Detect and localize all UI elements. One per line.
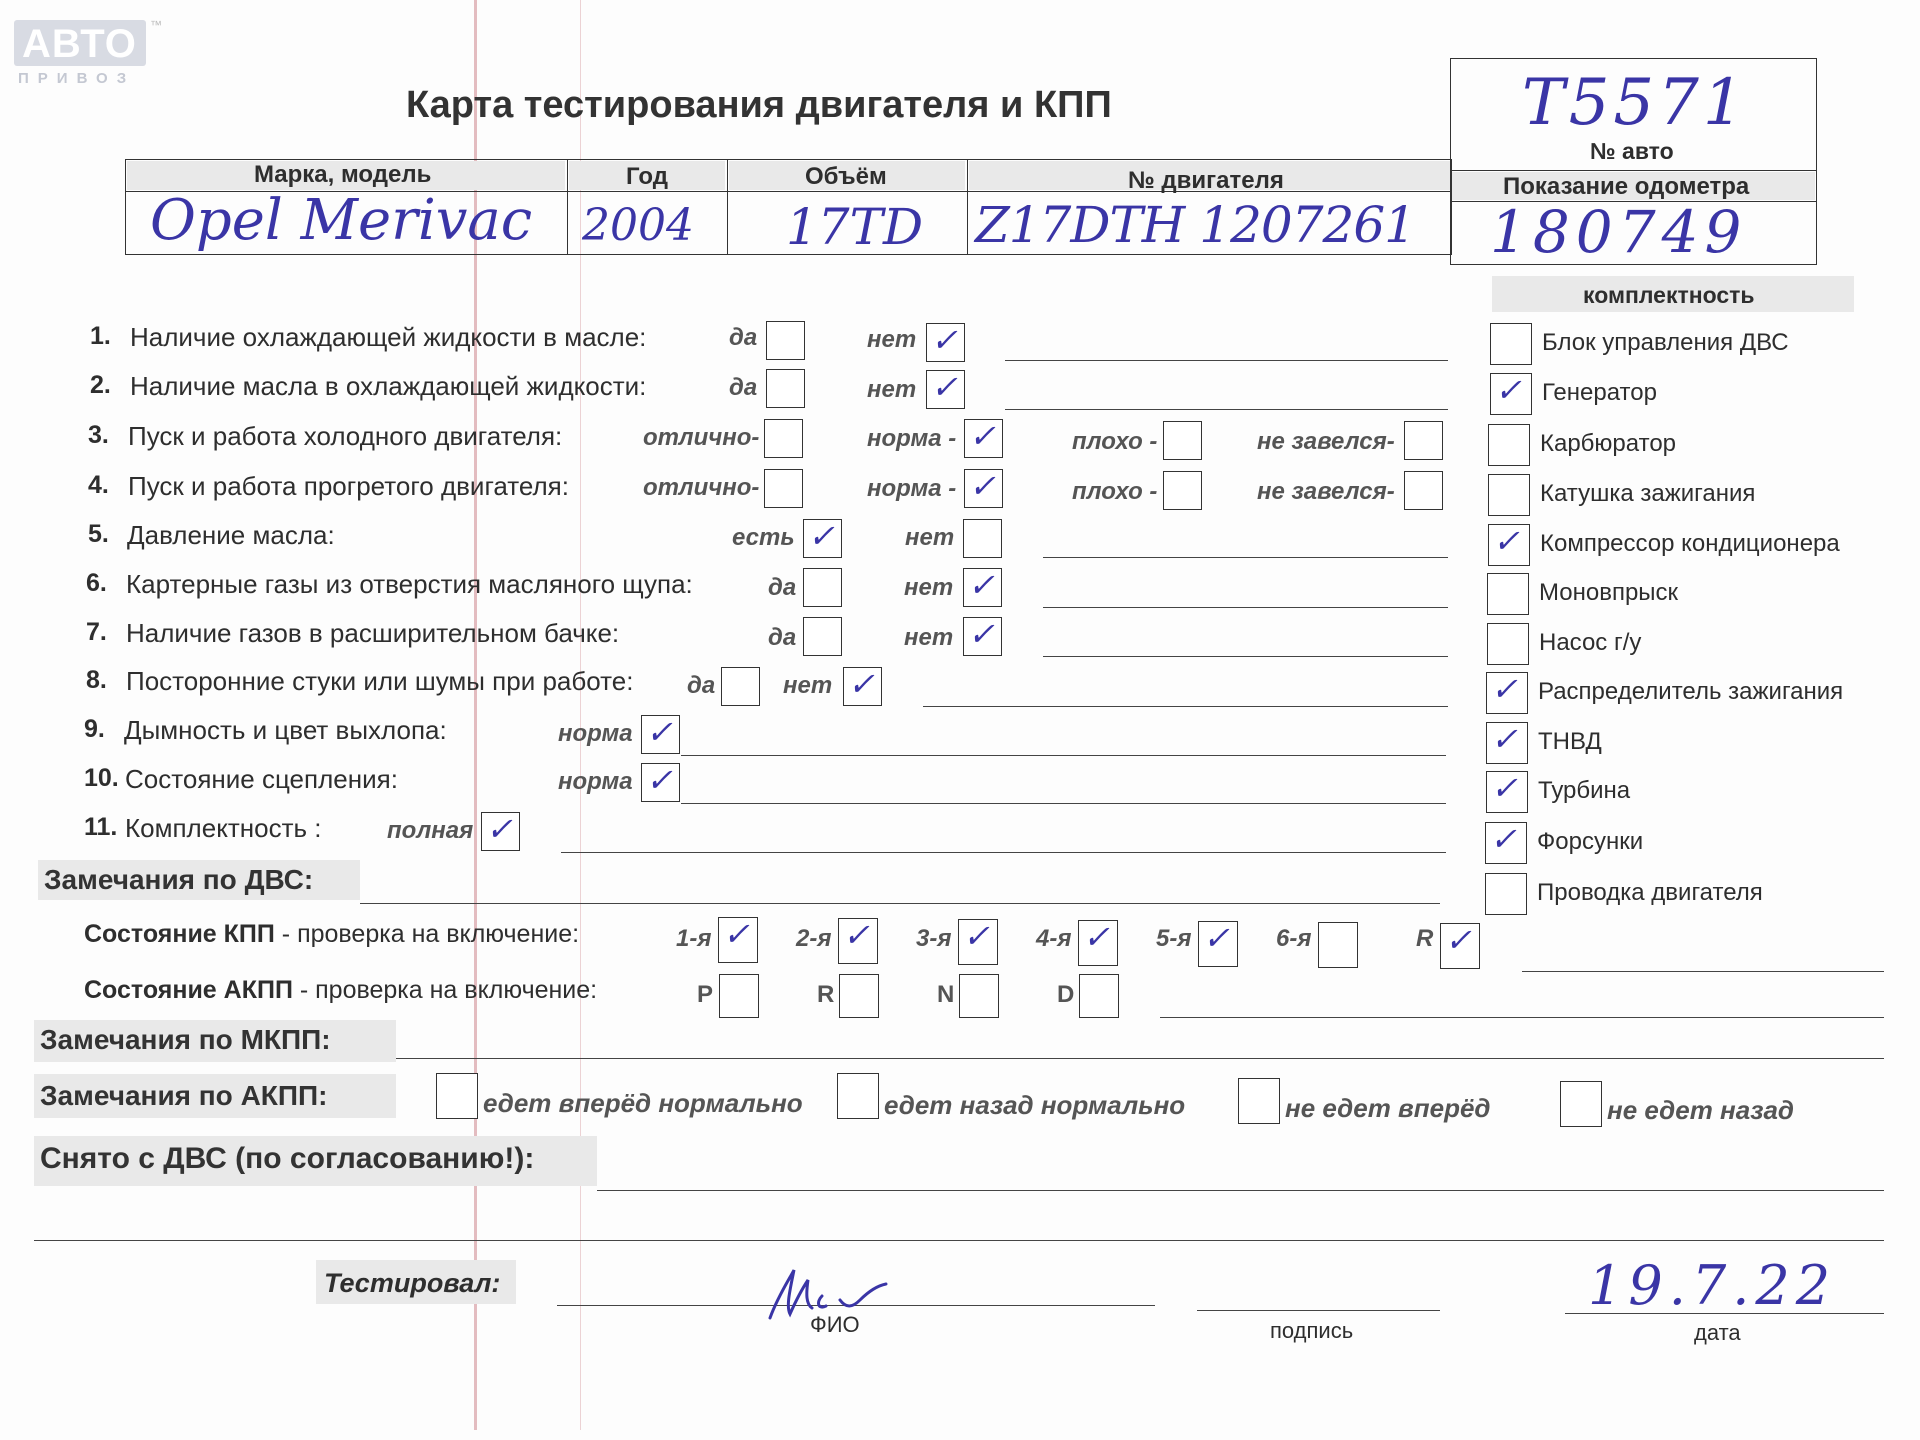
q6-text: Картерные газы из отверстия масляного щупа: [126, 569, 693, 599]
q6-line [1043, 607, 1448, 608]
q6-number: 6. [86, 569, 107, 597]
q3-bad-label: плохо - [1072, 428, 1158, 455]
signature-label: подпись [1270, 1318, 1354, 1343]
odometer-label: Показание одометра [1503, 173, 1750, 200]
q8-yes-label: да [687, 672, 716, 699]
q10-number: 10. [84, 764, 119, 792]
q5-present-label: есть [732, 524, 795, 551]
page-title: Карта тестирования двигателя и КПП [406, 84, 1112, 126]
check-mark: ✓ [1495, 371, 1522, 409]
logo-trademark: ™ [150, 18, 162, 32]
gear-checkbox-3[interactable] [1078, 920, 1118, 966]
engine-value: Z17DTH 1207261 [975, 196, 1415, 254]
q2-line [1005, 409, 1448, 410]
gear-checkbox-0[interactable] [718, 917, 758, 963]
tester-signature [760, 1256, 940, 1326]
auto-position-label-2: N [937, 981, 955, 1008]
col-make-header: Марка, модель [254, 161, 432, 188]
remarks-manual-label: Замечания по МКПП: [40, 1024, 331, 1055]
completeness-checkbox-1[interactable] [1490, 373, 1532, 415]
q11-number: 11. [84, 813, 118, 841]
completeness-item-label-4: Компрессор кондиционера [1540, 530, 1840, 557]
check-mark: ✓ [808, 517, 835, 555]
removed-label: Снято с ДВС (по согласованию!): [40, 1142, 535, 1175]
q1-number: 1. [90, 322, 111, 350]
q8-number: 8. [86, 666, 107, 694]
check-mark: ✓ [1445, 921, 1472, 959]
make-value: Opel Merivac [150, 188, 533, 253]
completeness-item-label-7: Распределитель зажигания [1538, 678, 1844, 705]
q1-yes-checkbox[interactable] [766, 321, 805, 360]
q2-no-checkbox[interactable] [926, 370, 965, 409]
q3-number: 3. [88, 421, 109, 449]
q7-text: Наличие газов в расширительном бачке: [126, 618, 620, 648]
year-value: 2004 [582, 200, 694, 251]
q6-yes-checkbox[interactable] [803, 568, 842, 607]
q10-line [681, 803, 1446, 804]
q6-no-label: нет [904, 574, 954, 601]
remarks-engine-label: Замечания по ДВС: [44, 864, 314, 895]
removed-line-1 [597, 1190, 1884, 1191]
completeness-item-label-3: Катушка зажигания [1540, 480, 1756, 507]
check-mark: ✓ [843, 916, 870, 954]
auto-gearbox-line [1160, 1017, 1884, 1018]
q5-line [1043, 557, 1448, 558]
gear-label-0: 1-я [676, 925, 712, 952]
q7-yes-label: да [768, 624, 797, 651]
completeness-checkbox-2[interactable] [1488, 424, 1530, 466]
q10-text: Состояние сцепления: [125, 764, 398, 794]
q11-full-checkbox[interactable] [481, 812, 520, 851]
q11-full-label: полная [387, 817, 474, 844]
check-mark: ✓ [931, 321, 958, 359]
gear-label-5: 6-я [1276, 925, 1312, 952]
signature-line [1197, 1310, 1440, 1311]
gear-label-3: 4-я [1036, 925, 1072, 952]
q1-yes-label: да [729, 324, 758, 351]
check-mark: ✓ [968, 566, 995, 604]
q3-bad-checkbox[interactable] [1163, 421, 1202, 460]
q3-normal-label: норма - [867, 425, 957, 452]
q9-line [681, 755, 1446, 756]
check-mark: ✓ [1491, 670, 1518, 708]
q8-no-checkbox[interactable] [843, 667, 882, 706]
auto-position-label-1: R [817, 981, 835, 1008]
q4-no-start-checkbox[interactable] [1404, 471, 1443, 510]
q8-line [923, 706, 1448, 707]
q4-normal-checkbox[interactable] [964, 469, 1003, 508]
tested-by-label: Тестировал: [324, 1268, 501, 1298]
q1-line [1005, 360, 1448, 361]
q4-bad-checkbox[interactable] [1163, 471, 1202, 510]
q4-excellent-checkbox[interactable] [764, 469, 803, 508]
q3-normal-checkbox[interactable] [964, 419, 1003, 458]
q7-number: 7. [86, 618, 107, 646]
q1-no-checkbox[interactable] [926, 323, 965, 362]
completeness-item-label-0: Блок управления ДВС [1542, 329, 1789, 356]
check-mark: ✓ [486, 810, 513, 848]
completeness-item-label-10: Форсунки [1537, 828, 1644, 855]
q2-no-label: нет [867, 376, 917, 403]
q5-absent-checkbox[interactable] [963, 519, 1002, 558]
completeness-checkbox-11[interactable] [1485, 873, 1527, 915]
volume-value: 17TD [786, 198, 924, 256]
q5-number: 5. [88, 520, 109, 548]
completeness-checkbox-5[interactable] [1487, 573, 1529, 615]
auto-position-checkbox-2[interactable] [959, 974, 999, 1018]
q3-no-start-label: не завелся- [1257, 428, 1395, 455]
q3-text: Пуск и работа холодного двигателя: [128, 421, 563, 451]
gear-checkbox-5[interactable] [1318, 922, 1358, 968]
manual-gearbox-rest: - проверка на включение: [274, 920, 580, 948]
auto-gearbox-label [84, 976, 597, 1005]
removed-line-2 [34, 1240, 1884, 1241]
q7-yes-checkbox[interactable] [803, 617, 842, 656]
q4-excellent-label: отлично- [643, 474, 760, 501]
logo-text: АВТО [22, 22, 137, 66]
q8-text: Посторонние стуки или шумы при работе: [126, 666, 634, 696]
q7-no-checkbox[interactable] [963, 617, 1002, 656]
q3-no-start-checkbox[interactable] [1404, 421, 1443, 460]
q9-normal-checkbox[interactable] [641, 715, 680, 754]
q7-no-label: нет [904, 624, 954, 651]
gear-label-6: R [1416, 925, 1434, 952]
check-mark: ✓ [646, 713, 673, 751]
gear-checkbox-6[interactable] [1440, 923, 1480, 969]
q10-normal-checkbox[interactable] [641, 763, 680, 802]
car-number-value: T5571 [1522, 66, 1748, 140]
check-mark: ✓ [1493, 522, 1520, 560]
gear-checkbox-2[interactable] [958, 919, 998, 965]
q9-text: Дымность и цвет выхлопа: [124, 715, 447, 745]
q8-yes-checkbox[interactable] [721, 667, 760, 706]
gearbox-line [1522, 971, 1884, 972]
remarks-manual-line [396, 1058, 1884, 1059]
auto-position-label-0: P [697, 981, 714, 1008]
auto-backward-normal-checkbox[interactable] [837, 1073, 879, 1119]
check-mark: ✓ [963, 917, 990, 955]
q4-number: 4. [88, 471, 109, 499]
q1-text: Наличие охлаждающей жидкости в масле: [130, 322, 647, 352]
date-value: 19.7.22 [1588, 1254, 1837, 1317]
q5-text: Давление масла: [127, 520, 335, 550]
completeness-checkbox-4[interactable] [1488, 524, 1530, 566]
auto-position-checkbox-0[interactable] [719, 974, 759, 1018]
completeness-item-label-11: Проводка двигателя [1537, 879, 1763, 906]
q7-line [1043, 656, 1448, 657]
check-mark: ✓ [1083, 918, 1110, 956]
q9-normal-label: норма [558, 720, 633, 747]
auto-position-checkbox-3[interactable] [1079, 974, 1119, 1018]
completeness-checkbox-0[interactable] [1490, 323, 1532, 365]
auto-no-backward-checkbox[interactable] [1560, 1081, 1602, 1127]
q4-text: Пуск и работа прогретого двигателя: [128, 471, 569, 501]
gear-checkbox-4[interactable] [1198, 921, 1238, 967]
completeness-checkbox-7[interactable] [1486, 672, 1528, 714]
auto-no-forward-checkbox[interactable] [1238, 1078, 1280, 1124]
check-mark: ✓ [968, 615, 995, 653]
completeness-checkbox-10[interactable] [1485, 822, 1527, 864]
q6-yes-label: да [768, 574, 797, 601]
q9-number: 9. [84, 715, 105, 743]
q5-absent-label: нет [905, 524, 955, 551]
check-mark: ✓ [931, 368, 958, 406]
check-mark: ✓ [969, 417, 996, 455]
auto-no-backward-label: не едет назад [1607, 1095, 1795, 1125]
q4-normal-label: норма - [867, 475, 957, 502]
gear-checkbox-1[interactable] [838, 918, 878, 964]
logo-subtext: ПРИВОЗ [18, 70, 136, 87]
check-mark: ✓ [969, 467, 996, 505]
car-number-label: № авто [1590, 138, 1674, 164]
remarks-auto-label: Замечания по АКПП: [40, 1080, 328, 1111]
completeness-checkbox-6[interactable] [1487, 623, 1529, 665]
q8-no-label: нет [783, 672, 833, 699]
check-mark: ✓ [1490, 820, 1517, 858]
check-mark: ✓ [848, 665, 875, 703]
q11-text: Комплектность : [125, 813, 322, 843]
completeness-item-label-9: Турбина [1538, 777, 1631, 804]
remarks-engine-line [360, 903, 1440, 904]
check-mark: ✓ [1203, 919, 1230, 957]
check-mark: ✓ [646, 761, 673, 799]
q3-excellent-label: отлично- [643, 424, 760, 451]
completeness-item-label-8: ТНВД [1538, 728, 1602, 755]
auto-forward-normal-checkbox[interactable] [436, 1073, 478, 1119]
completeness-checkbox-8[interactable] [1486, 722, 1528, 764]
check-mark: ✓ [1491, 720, 1518, 758]
q3-excellent-checkbox[interactable] [764, 419, 803, 458]
q2-text: Наличие масла в охлаждающей жидкости: [130, 371, 647, 401]
col-volume-header: Объём [805, 163, 887, 190]
auto-gearbox-rest: - проверка на включение: [292, 976, 598, 1004]
auto-position-label-3: D [1057, 981, 1075, 1008]
completeness-checkbox-3[interactable] [1488, 474, 1530, 516]
auto-gearbox-bold: Состояние АКПП [84, 976, 293, 1004]
gear-label-4: 5-я [1156, 925, 1192, 952]
check-mark: ✓ [723, 915, 750, 953]
q11-line [561, 852, 1446, 853]
manual-gearbox-label [84, 920, 579, 949]
col-year-header: Год [626, 163, 668, 190]
completeness-item-label-1: Генератор [1542, 379, 1657, 406]
q4-bad-label: плохо - [1072, 478, 1158, 505]
auto-backward-normal-label: едет назад нормально [884, 1090, 1186, 1120]
col-engine-header: № двигателя [1128, 167, 1284, 194]
q5-present-checkbox[interactable] [803, 519, 842, 558]
check-mark: ✓ [1491, 769, 1518, 807]
q2-number: 2. [90, 371, 111, 399]
completeness-checkbox-9[interactable] [1486, 771, 1528, 813]
fio-label: ФИО [810, 1312, 860, 1337]
q2-yes-checkbox[interactable] [766, 369, 805, 408]
auto-no-forward-label: не едет вперёд [1285, 1093, 1491, 1123]
manual-gearbox-bold: Состояние КПП [84, 920, 275, 948]
gear-label-2: 3-я [916, 925, 952, 952]
auto-position-checkbox-1[interactable] [839, 974, 879, 1018]
q2-yes-label: да [729, 374, 758, 401]
completeness-item-label-6: Насос г/у [1539, 629, 1642, 656]
q1-no-label: нет [867, 326, 917, 353]
auto-forward-normal-label: едет вперёд нормально [483, 1088, 803, 1118]
completeness-item-label-5: Моновпрыск [1539, 579, 1679, 606]
completeness-title: комплектность [1583, 282, 1755, 308]
completeness-item-label-2: Карбюратор [1540, 430, 1677, 457]
gear-label-1: 2-я [796, 925, 832, 952]
q4-no-start-label: не завелся- [1257, 478, 1395, 505]
odometer-value: 180749 [1490, 198, 1748, 266]
q10-normal-label: норма [558, 768, 633, 795]
date-label: дата [1694, 1320, 1741, 1345]
q6-no-checkbox[interactable] [963, 568, 1002, 607]
